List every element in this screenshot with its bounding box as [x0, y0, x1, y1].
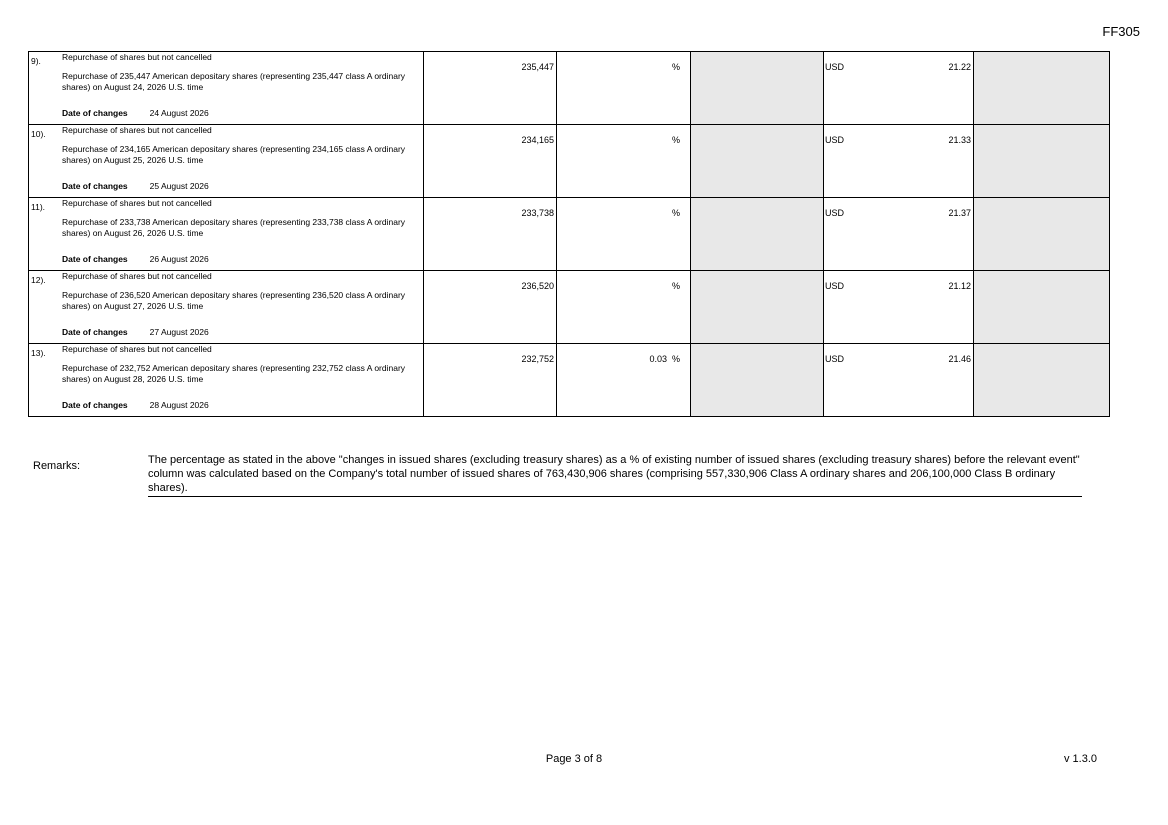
share-changes-table	[28, 51, 1110, 417]
price-cell	[824, 344, 974, 417]
event-type: Repurchase of shares but not cancelled	[62, 52, 212, 62]
shares-value: 236,520	[521, 281, 554, 291]
version-label: v 1.3.0	[1063, 753, 1097, 765]
remarks-text: The percentage as stated in the above "changes in issued shares (excluding treasury shares) as a % of existing number of issued shares (excluding treasury shares) before the relevant event" column was calculated based on the Company's total number of issued shares of 763,430,906 shares (comprising 557,330,906 Class A ordinary shares and 206,100,000 Class B ordinary shares).	[148, 453, 1082, 497]
shaded-cell	[974, 344, 1110, 417]
date-of-changes	[62, 327, 209, 337]
price-value: 21.46	[948, 354, 971, 364]
currency: USD	[825, 208, 845, 218]
date-label: Date of changes	[62, 181, 128, 191]
currency: USD	[825, 62, 845, 72]
price-value: 21.33	[948, 135, 971, 145]
event-detail: Repurchase of 233,738 American depositary shares (representing 233,738 class A ordinary shares) on August 26, 2026 U.S. time	[62, 217, 406, 238]
price-value: 21.22	[948, 62, 971, 72]
form-code: FF305	[1102, 24, 1140, 39]
date-value: 26 August 2026	[149, 254, 209, 264]
shares-cell	[424, 344, 557, 417]
percent-sign: %	[671, 354, 680, 364]
currency: USD	[825, 281, 845, 291]
percent-sign: %	[671, 62, 680, 72]
percentage-cell	[557, 344, 691, 417]
table-row	[29, 125, 1110, 198]
price-cell	[824, 52, 974, 125]
price-value: 21.37	[948, 208, 971, 218]
shares-cell	[424, 52, 557, 125]
row-number: 12).	[31, 275, 46, 285]
description-cell	[29, 125, 424, 198]
price-value: 21.12	[948, 281, 971, 291]
date-label: Date of changes	[62, 400, 128, 410]
currency: USD	[825, 354, 845, 364]
shaded-cell	[691, 344, 824, 417]
shares-cell	[424, 271, 557, 344]
event-detail: Repurchase of 235,447 American depositary shares (representing 235,447 class A ordinary shares) on August 24, 2026 U.S. time	[62, 71, 406, 92]
row-number: 11).	[31, 202, 46, 212]
shaded-cell	[974, 198, 1110, 271]
date-value: 27 August 2026	[149, 327, 209, 337]
shares-cell	[424, 198, 557, 271]
date-value: 24 August 2026	[149, 108, 209, 118]
date-label: Date of changes	[62, 327, 128, 337]
date-of-changes	[62, 181, 209, 191]
percentage-cell	[557, 271, 691, 344]
table-row	[29, 344, 1110, 417]
remarks-label: Remarks:	[33, 460, 81, 472]
price-cell	[824, 198, 974, 271]
shares-value: 234,165	[521, 135, 554, 145]
event-detail: Repurchase of 232,752 American depositary shares (representing 232,752 class A ordinary shares) on August 28, 2026 U.S. time	[62, 363, 406, 384]
event-type: Repurchase of shares but not cancelled	[62, 344, 212, 354]
shaded-cell	[691, 52, 824, 125]
shares-value: 232,752	[521, 354, 554, 364]
event-type: Repurchase of shares but not cancelled	[62, 198, 212, 208]
row-number: 13).	[31, 348, 46, 358]
table-row	[29, 198, 1110, 271]
price-cell	[824, 125, 974, 198]
table-row	[29, 271, 1110, 344]
date-value: 25 August 2026	[149, 181, 209, 191]
table-row	[29, 52, 1110, 125]
event-type: Repurchase of shares but not cancelled	[62, 125, 212, 135]
shares-value: 235,447	[521, 62, 554, 72]
page-number: Page 3 of 8	[545, 753, 603, 765]
shaded-cell	[974, 271, 1110, 344]
percent-sign: %	[671, 208, 680, 218]
percent-sign: %	[671, 135, 680, 145]
shares-cell	[424, 125, 557, 198]
percent-sign: %	[671, 281, 680, 291]
row-number: 10).	[31, 129, 46, 139]
currency: USD	[825, 135, 845, 145]
date-label: Date of changes	[62, 108, 128, 118]
percentage-cell	[557, 125, 691, 198]
percentage-cell	[557, 52, 691, 125]
percentage-value: 0.03	[649, 354, 667, 364]
description-cell	[29, 52, 424, 125]
shaded-cell	[691, 198, 824, 271]
description-cell	[29, 198, 424, 271]
date-of-changes	[62, 108, 209, 118]
date-of-changes	[62, 400, 209, 410]
shaded-cell	[974, 52, 1110, 125]
price-cell	[824, 271, 974, 344]
description-cell	[29, 271, 424, 344]
shaded-cell	[691, 125, 824, 198]
description-cell	[29, 344, 424, 417]
date-value: 28 August 2026	[149, 400, 209, 410]
date-of-changes	[62, 254, 209, 264]
event-detail: Repurchase of 234,165 American depositary shares (representing 234,165 class A ordinary shares) on August 25, 2026 U.S. time	[62, 144, 406, 165]
percentage-cell	[557, 198, 691, 271]
date-label: Date of changes	[62, 254, 128, 264]
event-detail: Repurchase of 236,520 American depositary shares (representing 236,520 class A ordinary shares) on August 27, 2026 U.S. time	[62, 290, 406, 311]
event-type: Repurchase of shares but not cancelled	[62, 271, 212, 281]
shaded-cell	[691, 271, 824, 344]
shaded-cell	[974, 125, 1110, 198]
row-number: 9).	[31, 56, 41, 66]
shares-value: 233,738	[521, 208, 554, 218]
